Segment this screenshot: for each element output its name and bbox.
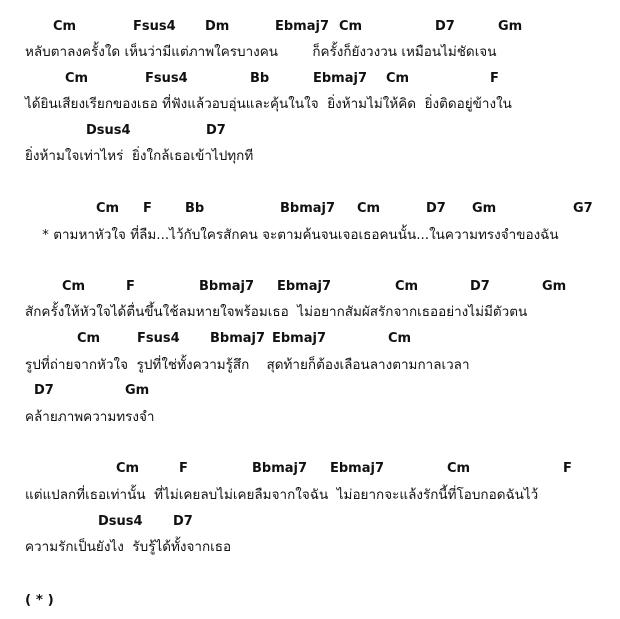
chord: Ebmaj7 [330,461,385,476]
lyric-line: * ตามหาหัวใจ ที่ลืม...ไว้กับใครสักคน จะตามค้นจนเจอเธอคนนั้น...ในความทรงจำของฉัน [25,227,559,243]
chord: Cm [388,331,412,346]
chord: Cm [386,71,410,86]
lyric-line: สักครั้งให้หัวใจได้ตื่นขึ้นใช้ลมหายใจพร้อมเธอ ไม่อยากสัมผัสรักจากเธออย่างไม่มีตัวตน [25,304,528,320]
chord: D7 [426,201,446,216]
lyric-line: แต่แปลกที่เธอเท่านั้น ที่ไม่เคยลบไม่เคยลืมจากใจฉัน ไม่อยากจะแล้งรักนี้ที่โอบกอดฉันไว้ [25,487,539,503]
chord: Gm [498,19,523,34]
chord: G7 [573,201,593,216]
chord: D7 [173,514,193,529]
chord: Bbmaj7 [199,279,255,294]
chord: Ebmaj7 [272,331,327,346]
chord: Cm [116,461,140,476]
chord: Bbmaj7 [210,331,266,346]
chord: Dsus4 [98,514,143,529]
chord: F [143,201,152,216]
chord: Cm [96,201,120,216]
lyric-line: ยิ่งห้ามใจเท่าไหร่ ยิ่งใกล้เธอเข้าไปทุกที [25,148,254,164]
chord: Ebmaj7 [275,19,330,34]
chord: Cm [62,279,86,294]
chord: Cm [53,19,77,34]
chord: Cm [357,201,381,216]
chord: Bbmaj7 [252,461,308,476]
lyric-line: ความรักเป็นยังไง รับรู้ได้ทั้งจากเธอ [25,539,232,555]
lyric-line: หลับตาลงครั้งใด เห็นว่ามีแต่ภาพใครบางคน ก็ครั้งก็ยังวงวน เหมือนไม่ชัดเจน [25,44,497,60]
chord: D7 [206,123,226,138]
chord: Cm [447,461,471,476]
chord: Gm [542,279,567,294]
chord: F [179,461,188,476]
lyric-line: ได้ยินเสียงเรียกของเธอ ที่ฟังแล้วอบอุ่นและคุ้นในใจ ยิ่งห้ามไม่ให้คิด ยิ่งติดอยู่ข้างใน [25,96,512,112]
chord: Cm [395,279,419,294]
chord: F [490,71,499,86]
chord: Dsus4 [86,123,131,138]
chord: Gm [472,201,497,216]
chord: Fsus4 [145,71,188,86]
chord: Cm [77,331,101,346]
lyric-line: รูปที่ถ่ายจากหัวใจ รูปที่ใช่ทั้งความรู้สึก สุดท้ายก็ต้องเลือนลางตามกาลเวลา [25,357,470,373]
chord: Fsus4 [137,331,180,346]
chord: Bb [185,201,205,216]
chord: D7 [470,279,490,294]
chord: Bb [250,71,270,86]
chord: Cm [65,71,89,86]
lyric-line: คล้ายภาพความทรงจำ [25,409,155,425]
chord: Dm [205,19,230,34]
chord: D7 [435,19,455,34]
chord: D7 [34,383,54,398]
chord: Fsus4 [133,19,176,34]
chord: F [126,279,135,294]
chord: F [563,461,572,476]
repeat-chorus-marker: ( * ) [25,592,54,608]
chord: Gm [125,383,150,398]
chord: Ebmaj7 [277,279,332,294]
chord: Bbmaj7 [280,201,336,216]
chord: Cm [339,19,363,34]
chord: Ebmaj7 [313,71,368,86]
